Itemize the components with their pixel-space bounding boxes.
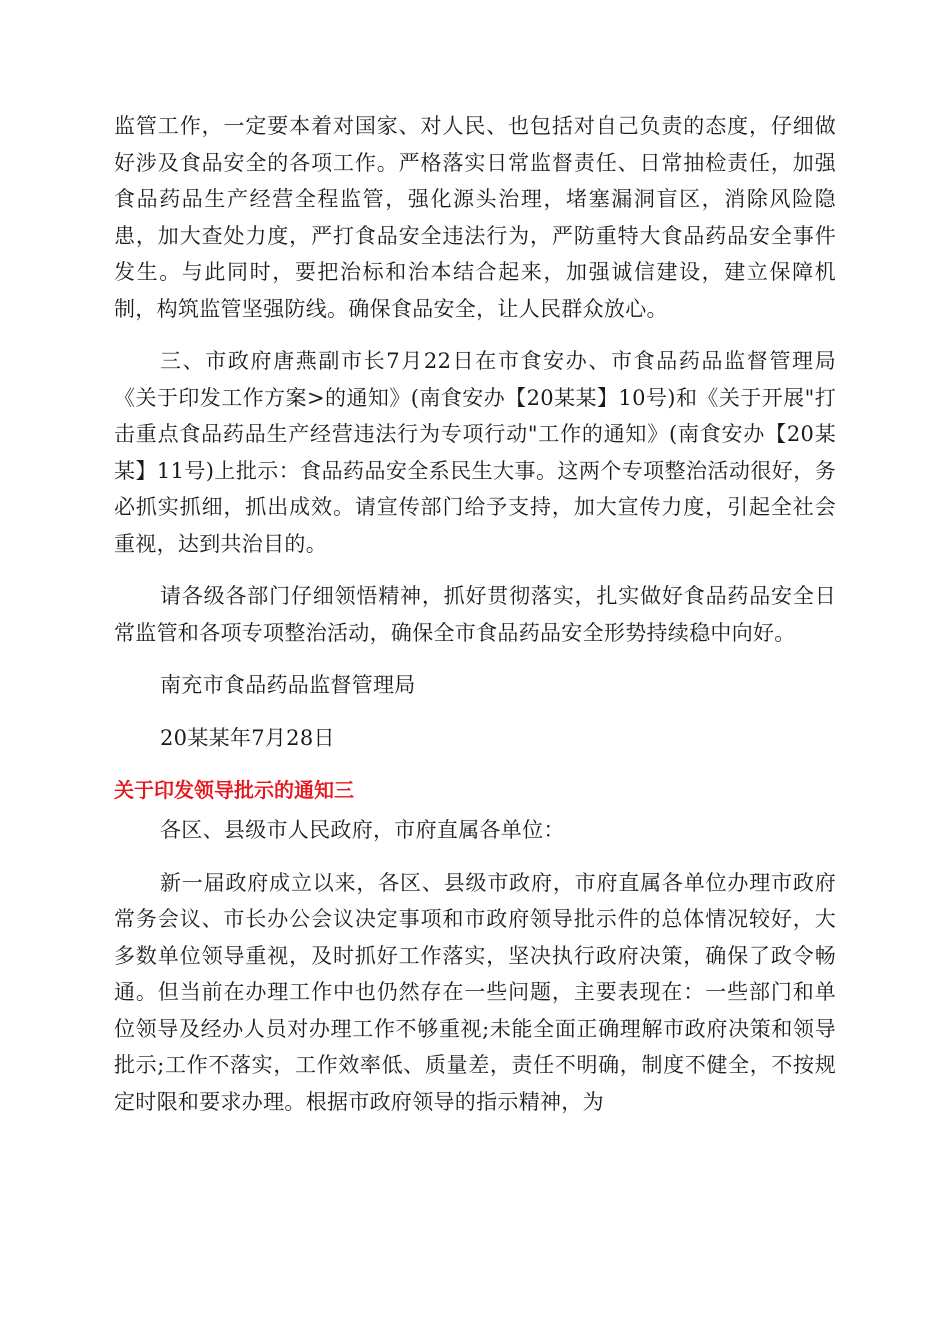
- paragraph-instruction-three: 三、市政府唐燕副市长7月22日在市食安办、市食品药品监督管理局《关于印发工作方案>的通知》(南食安办【20某某】10号)和《关于开展"打击重点食品药品生产经营违法行为专项行动"工作的通知》(南食安办【20某某】11号)上批示：食品药品安全系民生大事。这两个专项整治活动很好，务必抓实抓细，抓出成效。请宣传部门给予支持，加大宣传力度，引起全社会重视，达到共治目的。: [114, 349, 836, 556]
- paragraph-request: 请各级各部门仔细领悟精神，抓好贯彻落实，扎实做好食品药品安全日常监管和各项专项整治活动，确保全市食品药品安全形势持续稳中向好。: [114, 584, 836, 645]
- paragraph-body: 新一届政府成立以来，各区、县级市政府，市府直属各单位办理市政府常务会议、市长办公会议决定事项和市政府领导批示件的总体情况较好，大多数单位领导重视，及时抓好工作落实，坚决执行政府决策，确保了政令畅通。但当前在办理工作中也仍然存在一些问题，主要表现在：一些部门和单位领导及经办人员对办理工作不够重视;未能全面正确理解市政府决策和领导批示;工作不落实，工作效率低、质量差，责任不明确，制度不健全，不按规定时限和要求办理。根据市政府领导的指示精神，为: [114, 870, 836, 1114]
- section-heading: 关于印发领导批示的通知三: [114, 778, 354, 802]
- paragraph-continuation: 监管工作，一定要本着对国家、对人民、也包括对自己负责的态度，仔细做好涉及食品安全的各项工作。严格落实日常监督责任、日常抽检责任，加强食品药品生产经营全程监管，强化源头治理，堵塞漏洞盲区，消除风险隐患，加大查处力度，严打食品安全违法行为，严防重特大食品药品安全事件发生。与此同时，要把治标和治本结合起来，加强诚信建设，建立保障机制，构筑监管坚强防线。确保食品安全，让人民群众放心。: [114, 114, 836, 321]
- signature-date: 20某某年7月28日: [160, 725, 335, 750]
- salutation: 各区、县级市人民政府，市府直属各单位：: [160, 818, 565, 842]
- signature-organization: 南充市食品药品监督管理局: [160, 673, 416, 697]
- document-body: [114, 108, 836, 1136]
